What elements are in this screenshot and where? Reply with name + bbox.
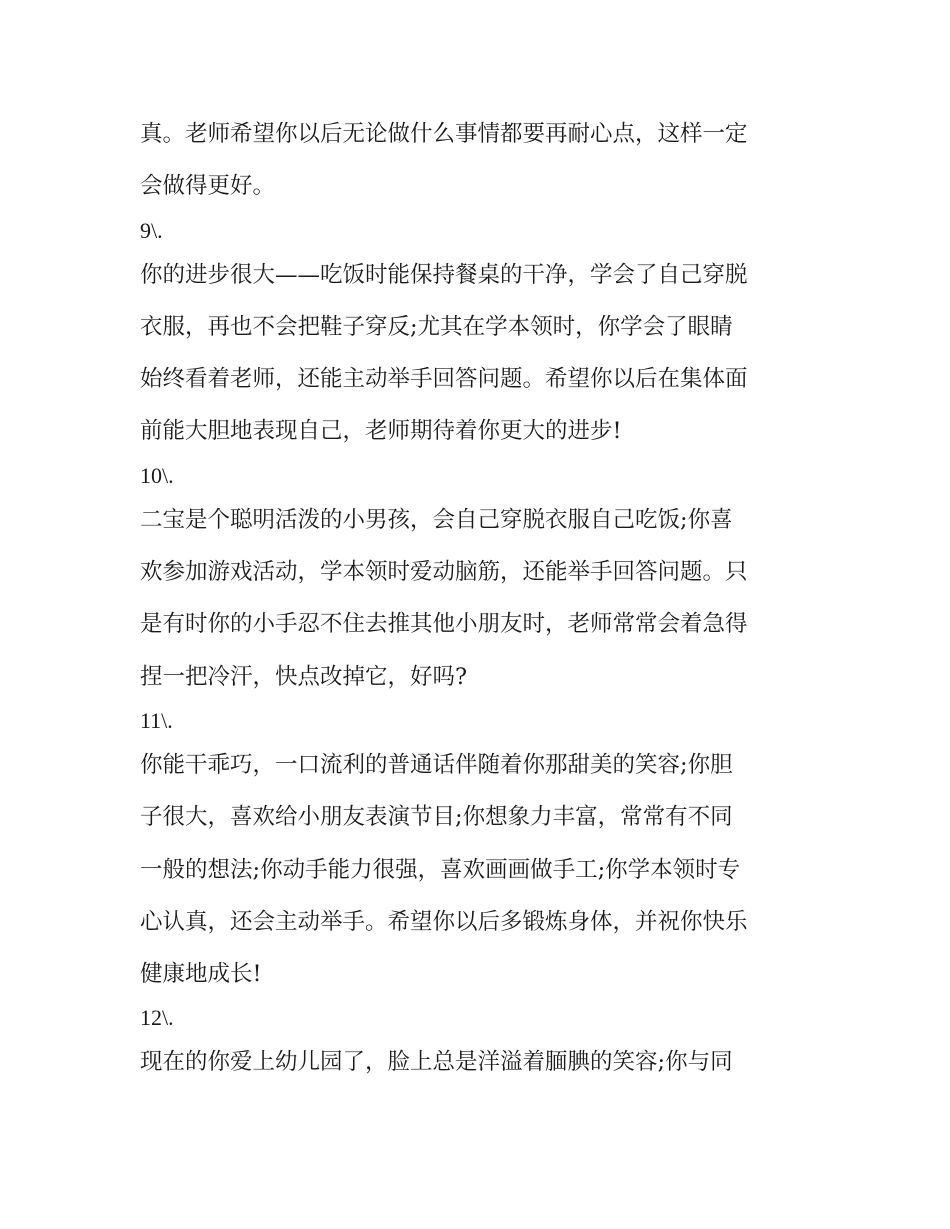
document-body [140, 108, 820, 1089]
text-line: 一般的想法;你动手能力很强，喜欢画画做手工;你学本领时专 [140, 856, 741, 883]
text-line: 二宝是个聪明活泼的小男孩，会自己穿脱衣服自己吃饭;你喜 [140, 506, 733, 533]
text-line: 捏一把冷汗，快点改掉它，好吗? [140, 663, 468, 690]
text-line: 始终看着老师，还能主动举手回答问题。希望你以后在集体面 [140, 366, 748, 393]
text-line: 心认真，还会主动举手。希望你以后多锻炼身体，并祝你快乐 [140, 908, 748, 935]
item-number: 11\. [140, 707, 173, 733]
item-number: 9\. [140, 217, 163, 243]
text-line: 现在的你爱上幼儿园了，脸上总是洋溢着腼腆的笑容;你与同 [140, 1049, 733, 1076]
text-line: 健康地成长! [140, 961, 262, 988]
text-line: 会做得更好。 [140, 173, 276, 200]
item-number: 10\. [140, 462, 174, 488]
text-line: 你能干乖巧，一口流利的普通话伴随着你那甜美的笑容;你胆 [140, 751, 733, 778]
text-line: 前能大胆地表现自己，老师期待着你更大的进步! [140, 418, 622, 445]
text-line: 你的进步很大——吃饭时能保持餐桌的干净，学会了自己穿脱 [140, 261, 748, 288]
text-line: 是有时你的小手忍不住去推其他小朋友时，老师常常会着急得 [140, 611, 748, 638]
text-line: 欢参加游戏活动，学本领时爱动脑筋，还能举手回答问题。只 [140, 559, 748, 586]
text-line: 子很大，喜欢给小朋友表演节目;你想象力丰富，常常有不同 [140, 804, 733, 831]
text-line: 衣服，再也不会把鞋子穿反;尤其在学本领时，你学会了眼睛 [140, 313, 733, 340]
item-number: 12\. [140, 1005, 174, 1031]
text-line: 真。老师希望你以后无论做什么事情都要再耐心点，这样一定 [140, 121, 748, 147]
